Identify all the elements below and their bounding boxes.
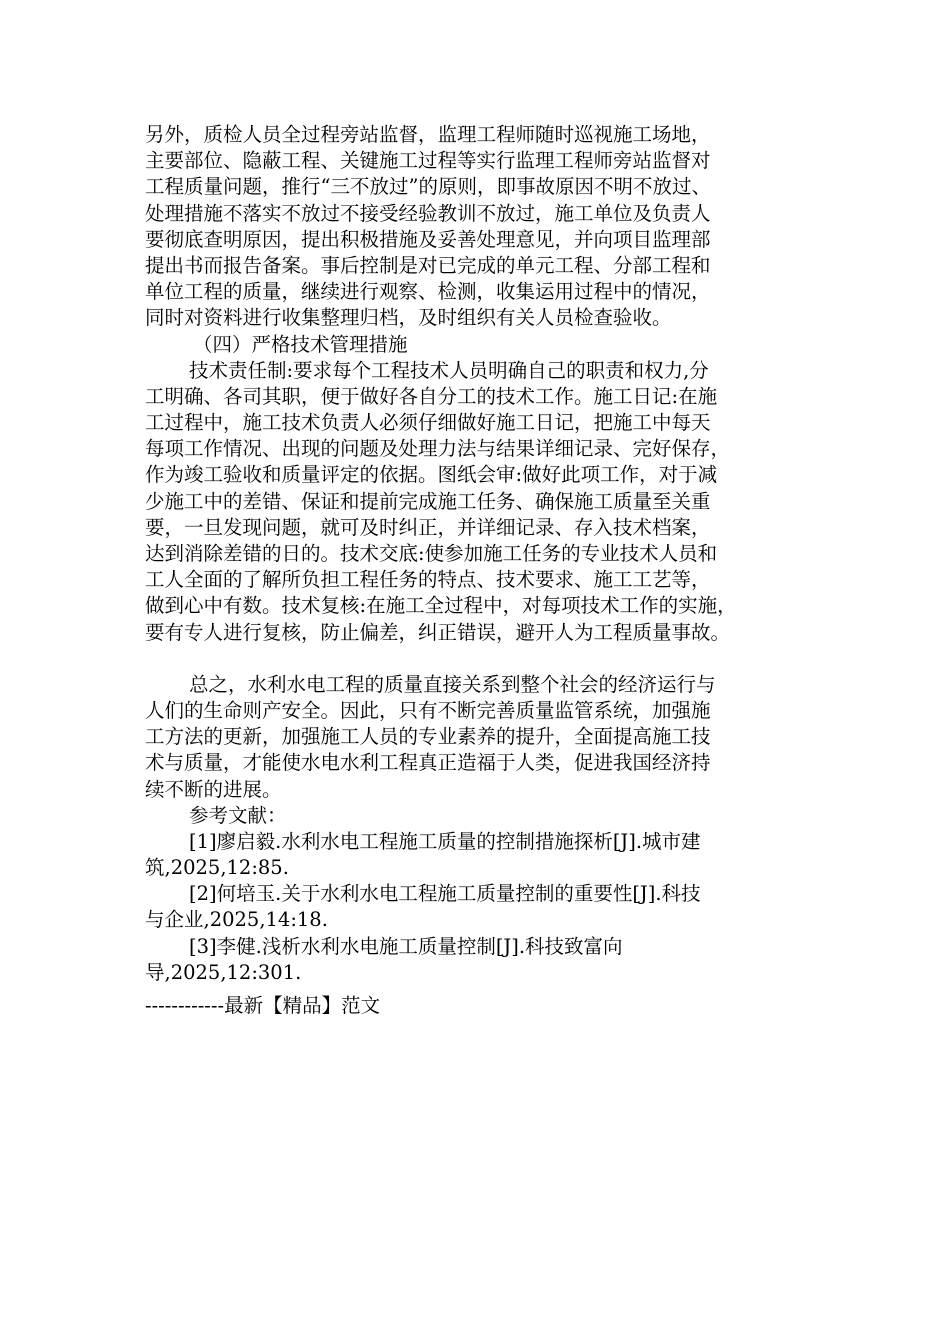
text-line: 导,2025,12:301.: [145, 960, 302, 984]
text-line: 工人全面的了解所负担工程任务的特点、技术要求、施工工艺等，: [145, 568, 711, 592]
text-line: 提出书而报告备案。事后控制是对已完成的单元工程、分部工程和: [145, 253, 711, 277]
text-line: 要，一旦发现问题，就可及时纠正，并详细记录、存入技术档案，: [145, 515, 711, 539]
paragraph-technical-management: [145, 358, 813, 646]
text-line: 主要部位、隐蔽工程、关键施工过程等实行监理工程师旁站监督对: [145, 149, 711, 173]
references-list: [145, 829, 813, 986]
text-line: 续不断的进展。: [145, 777, 282, 801]
text-line: 与企业,2025,14:18.: [145, 908, 328, 932]
text-line: [3]李健.浅析水利水电施工质量控制[J].科技致富向: [189, 934, 623, 958]
text-line: 作为竣工验收和质量评定的依据。图纸会审:做好此项工作，对于减: [145, 463, 718, 487]
reference-item: [145, 881, 813, 933]
text-line: 技术责任制:要求每个工程技术人员明确自己的职责和权力,分: [189, 358, 709, 382]
reference-item: [145, 829, 813, 881]
text-line: 术与质量，才能使水电水利工程真正造福于人类，促进我国经济持: [145, 751, 711, 775]
text-line: 人们的生命则产安全。因此，只有不断完善质量监管系统，加强施: [145, 698, 711, 722]
text-line: 做到心中有数。技术复核:在施工全过程中，对每项技术工作的实施，: [145, 594, 737, 618]
text-line: [1]廖启毅.水利水电工程施工质量的控制措施探析[J].城市建: [189, 829, 701, 853]
text-line: 处理措施不落实不放过不接受经验教训不放过，施工单位及负责人: [145, 201, 711, 225]
text-line: 每项工作情况、出现的问题及处理力法与结果详细记录、完好保存，: [145, 437, 731, 461]
references-title: 参考文献：: [189, 803, 287, 827]
document-body: [145, 122, 813, 986]
text-line: 少施工中的差错、保证和提前完成施工任务、确保施工质量至关重: [145, 489, 711, 513]
section-heading: （四）严格技术管理措施: [193, 332, 408, 356]
paragraph-conclusion: [145, 672, 813, 803]
text-line: 工过程中，施工技术负责人必须仔细做好施工日记，把施工中每天: [145, 411, 711, 435]
text-line: 工程质量问题，推行“三不放过”的原则，即事故原因不明不放过、: [145, 175, 711, 199]
paragraph-quality-supervision: [145, 122, 813, 332]
text-line: 另外，质检人员全过程旁站监督，监理工程师随时巡视施工场地，: [145, 123, 711, 146]
text-line: 筑,2025,12:85.: [145, 856, 289, 880]
text-line: 工明确、各司其职，便于做好各自分工的技术工作。施工日记:在施: [145, 384, 718, 408]
reference-item: [145, 934, 813, 986]
paragraph-spacer: [145, 646, 813, 672]
text-line: [2]何培玉.关于水利水电工程施工质量控制的重要性[J].科技: [189, 882, 701, 906]
text-line: 要有专人进行复核，防止偏差，纠正错误，避开人为工程质量事故。: [145, 620, 731, 644]
text-line: 工方法的更新，加强施工人员的专业素养的提升，全面提高施工技: [145, 725, 711, 749]
footer-label: ------------最新【精品】范文: [145, 994, 381, 1017]
text-line: 达到消除差错的日的。技术交底:使参加施工任务的专业技术人员和: [145, 542, 718, 565]
text-line: 总之，水利水电工程的质量直接关系到整个社会的经济运行与: [189, 672, 716, 696]
text-line: 同时对资料进行收集整理归档，及时组织有关人员检查验收。: [145, 306, 672, 330]
text-line: 单位工程的质量，继续进行观察、检测，收集运用过程中的情况，: [145, 280, 711, 304]
text-line: 要彻底查明原因，提出积极措施及妥善处理意见，并向项目监理部: [145, 227, 711, 251]
